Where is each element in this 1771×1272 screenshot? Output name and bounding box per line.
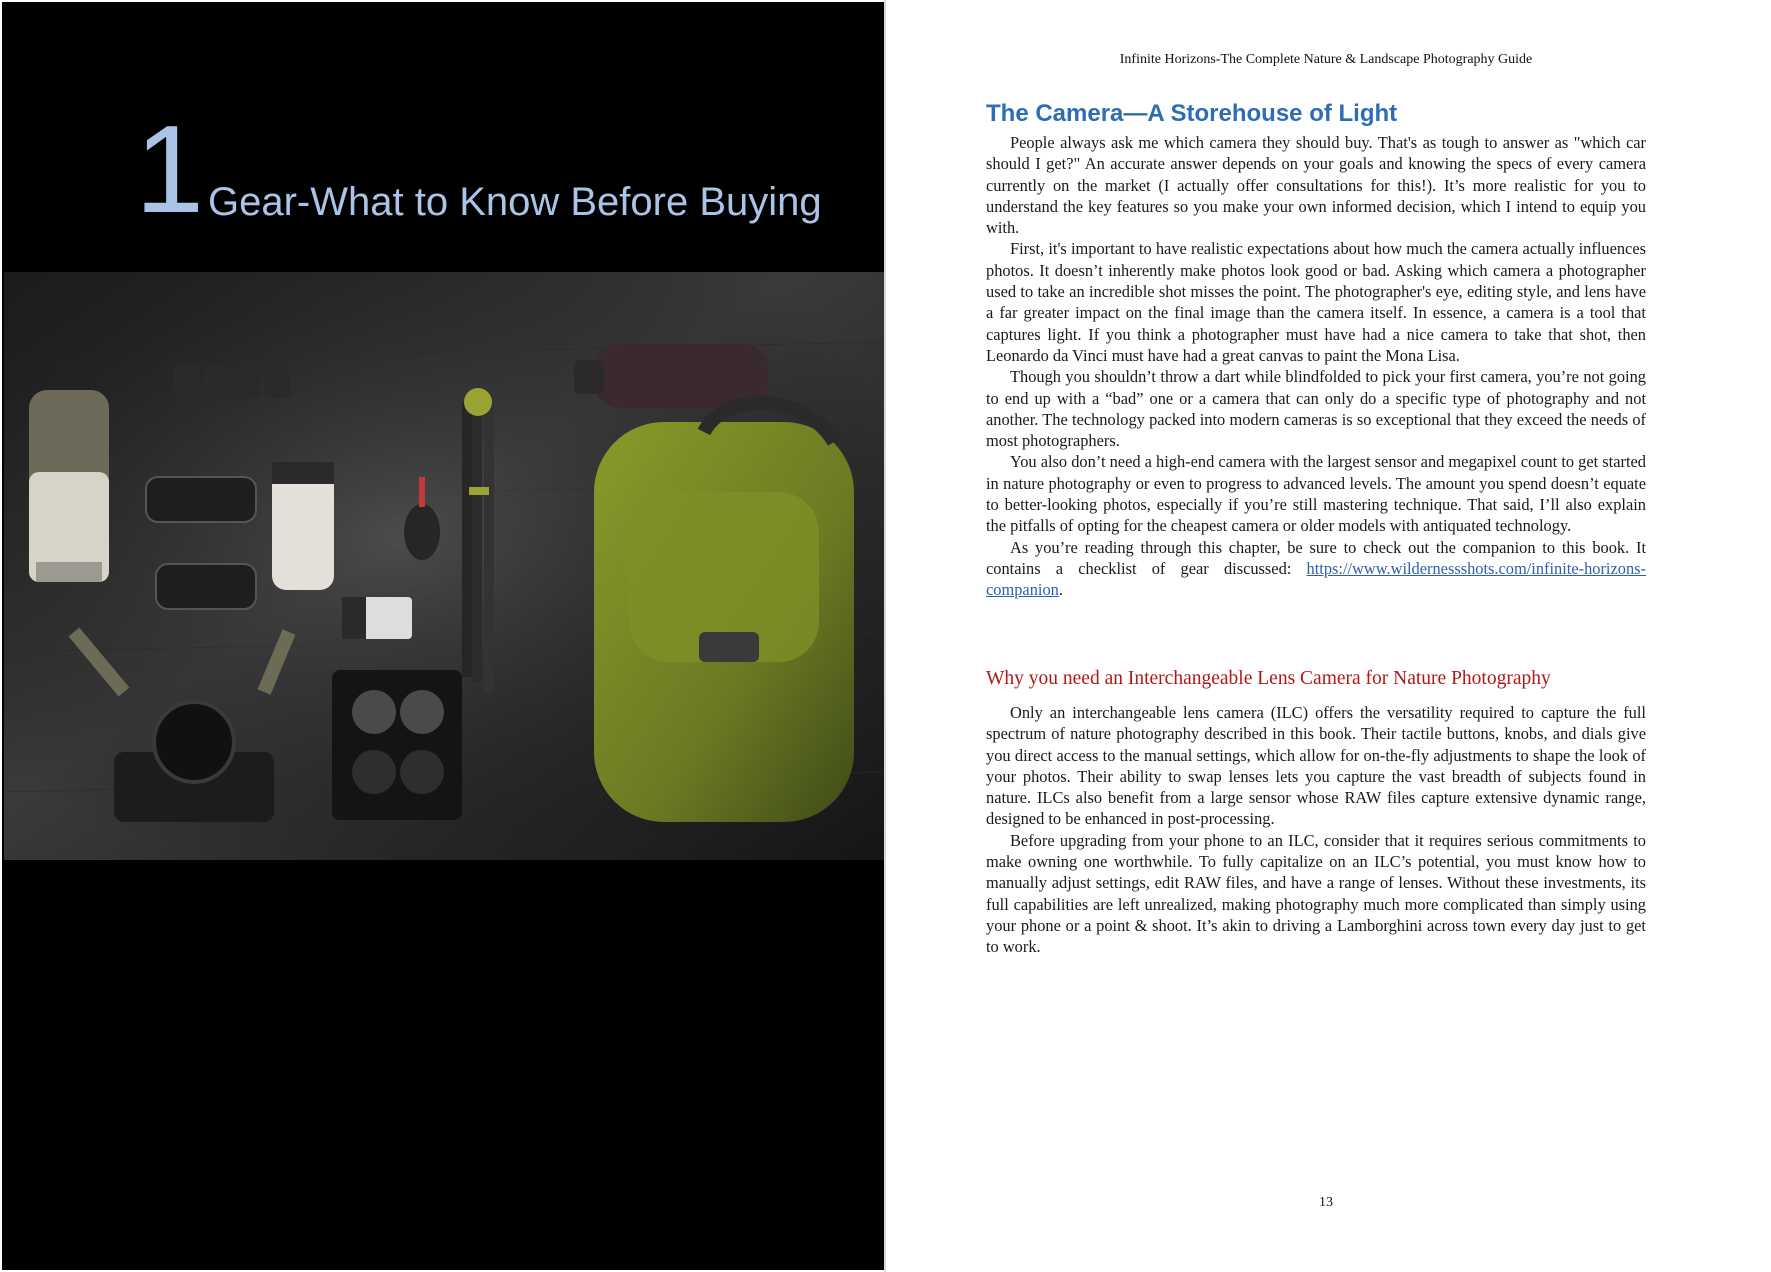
tripod	[462, 388, 494, 692]
subsection-body	[986, 702, 1646, 958]
running-header: Infinite Horizons-The Complete Nature & Landscape Photography Guide	[1119, 52, 1533, 67]
backpack	[594, 403, 854, 822]
paragraph: People always ask me which camera they should buy. That's as tough to answer as "which car should I get?" An accurate answer depends on your goals and knowing the specs of every camera currently on the market (I actually offer consultations for this!). It’s more realistic for you to understand the key features so you make your own informed decision, which I intend to equip you with.	[986, 133, 1646, 238]
paragraph: Before upgrading from your phone to an ILC, consider that it requires serious commitments to make owning one worthwhile. To fully capitalize on an ILC’s potential, you must know how to manually adjust settings, edit RAW files, and have a range of lenses. Without these investments, its full capabilities are left unrealized, making photography much more complicated than simply using your phone or a point & shoot. It’s akin to driving a Lamborghini across town every day just to get to work.	[986, 830, 1646, 957]
telephoto-lens	[29, 390, 109, 582]
text-page	[886, 0, 1771, 1272]
section-heading: The Camera—A Storehouse of Light	[986, 100, 1398, 127]
subheading: Why you need an Interchangeable Lens Camera for Nature Photography	[986, 668, 1551, 689]
companion-link[interactable]: https://www.wildernessshots.com/infinite-horizons-companion	[986, 558, 1646, 600]
flash-unit	[342, 597, 412, 639]
companion-period: .	[1058, 580, 1063, 600]
page-number: 13	[1319, 1195, 1333, 1210]
chapter-number: 1	[135, 101, 204, 239]
paragraph: Though you shouldn’t throw a dart while blindfolded to pick your first camera, you’re not going to end up with a “bad” one or a camera that can only do a specific type of photography and not another. The technology packed into modern cameras is so exceptional that they exceed the needs of most photographers.	[986, 367, 1646, 451]
water-bottle	[574, 344, 769, 408]
white-zoom-lens	[272, 462, 334, 590]
paragraph: First, it's important to have realistic expectations about how much the camera actually influences photos. It doesn’t inherently make photos look good or bad. Asking which camera a photographer used to take an incredible shot misses the point. The photographer's eye, editing style, and lens have a far greater impact on the final image than the camera itself. In essence, a camera is a tool that captures light. If you think a photographer must have had a nice camera to take that shot, then Leonardo da Vinci must have had a great canvas to paint the Mona Lisa.	[986, 239, 1646, 365]
paragraph: You also don’t need a high-end camera with the largest sensor and megapixel count to get started in nature photography or even to progress to advanced levels. The amount you spend doesn’t equate to better-looking photos, especially if you’re still mastering technique. That said, I’ll also explain the pitfalls of opting for the cheapest camera or older models with antiquated technology.	[986, 452, 1646, 536]
gear-flatlay-photo	[4, 272, 885, 860]
chapter-opener-page	[2, 2, 885, 1270]
lens-filter-pouch	[332, 670, 462, 820]
companion-text: As you’re reading through this chapter, be sure to check out the companion to this book. It contains a checklist of gear discussed:	[986, 537, 1646, 578]
paragraph: Only an interchangeable lens camera (ILC) offers the versatility required to capture the full spectrum of nature photography described in this book. Their tactile buttons, knobs, and dials give you direct access to the manual settings, which allow for on-the-fly adjustments to shape the look of your photos. Their ability to swap lenses lets you capture the vast breadth of subjects found in nature. ILCs also benefit from a large sensor whose RAW files capture extensive dynamic range, designed to be enhanced in post-processing.	[986, 703, 1646, 829]
section-body	[986, 132, 1646, 601]
paragraph	[986, 537, 1646, 601]
chapter-title: Gear-What to Know Before Buying	[208, 180, 822, 224]
